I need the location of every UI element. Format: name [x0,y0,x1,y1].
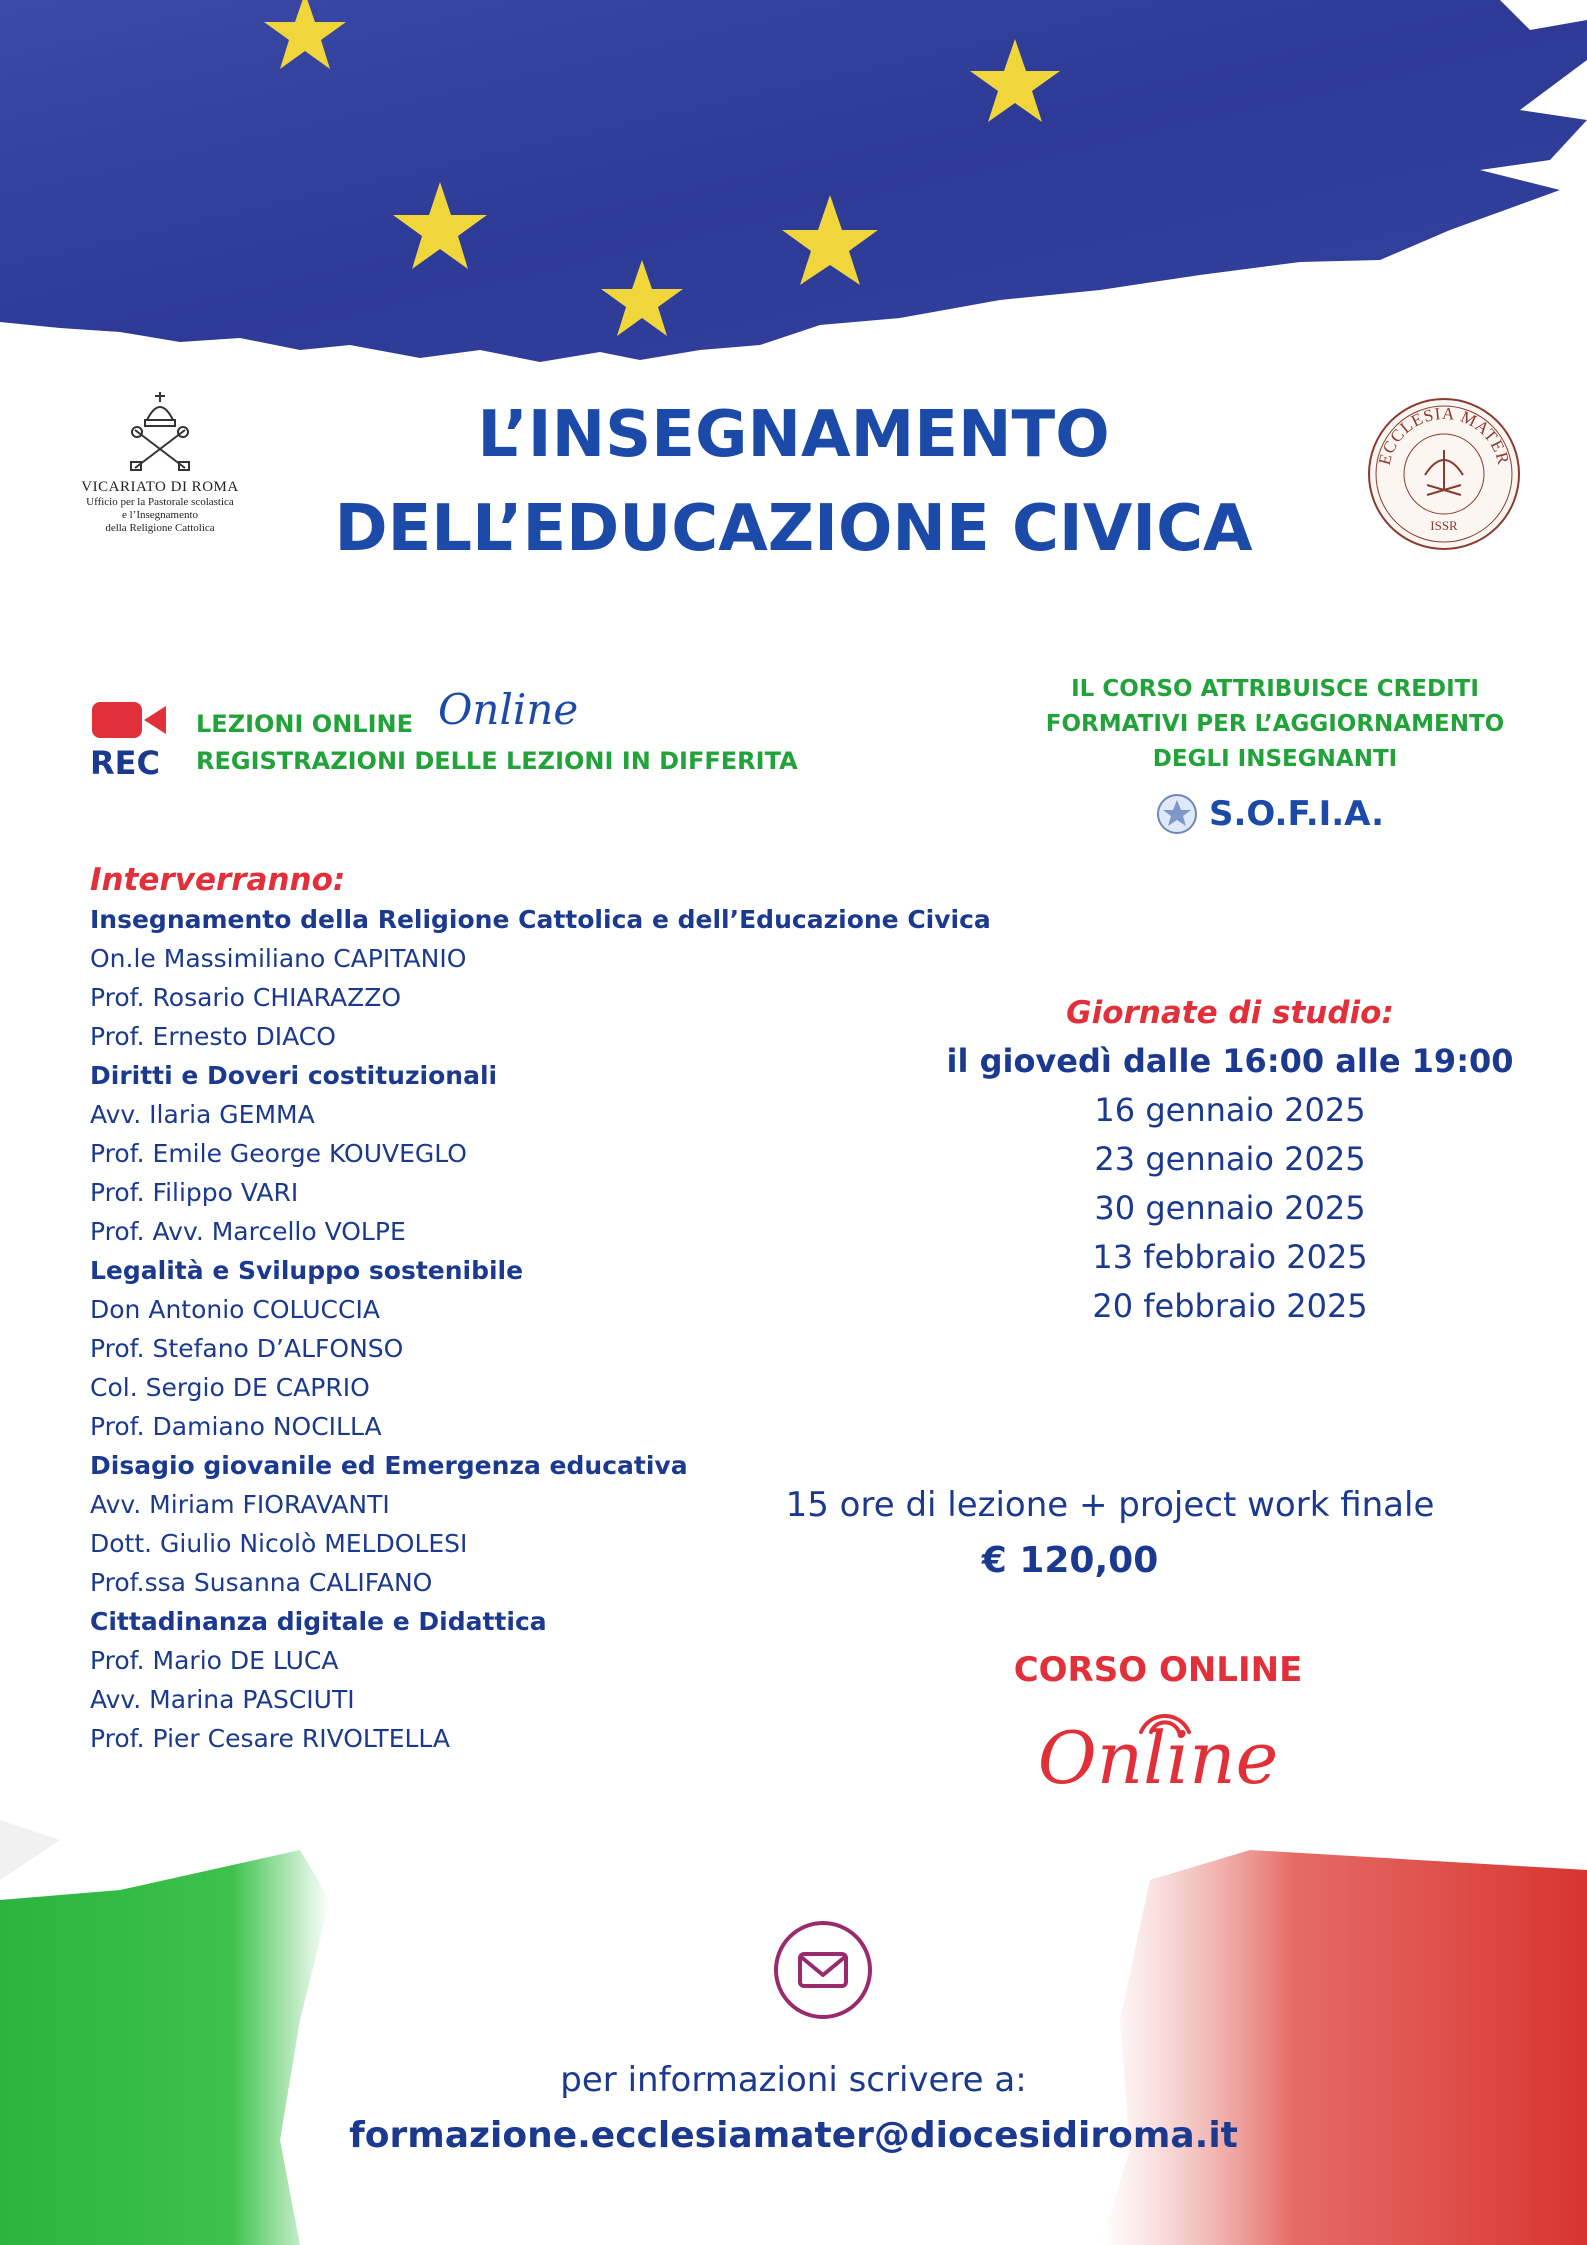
eu-flag-banner [0,0,1587,380]
speaker-name: Prof. Ernesto DIACO [90,1022,336,1051]
speaker-name: Avv. Ilaria GEMMA [90,1100,315,1129]
schedule-time: il giovedì dalle 16:00 alle 19:00 [946,1042,1514,1080]
schedule-date: 23 gennaio 2025 [1094,1140,1366,1178]
speaker-name: Don Antonio COLUCCIA [90,1295,380,1324]
course-hours: 15 ore di lezione + project work finale [785,1485,1435,1525]
credits-line3: DEGLI INSEGNANTI [1152,746,1398,772]
vicariato-office-line2: e l’Insegnamento [121,509,199,521]
speaker-name: On.le Massimiliano CAPITANIO [90,944,467,973]
speaker-name: Prof. Stefano D’ALFONSO [90,1334,404,1363]
speaker-name: Prof. Mario DE LUCA [90,1646,339,1675]
vicariato-office-line1: Ufficio per la Pastorale scolastica [86,496,234,508]
speaker-name: Prof. Damiano NOCILLA [90,1412,382,1441]
schedule-date: 13 febbraio 2025 [1092,1238,1368,1276]
italy-flag-banner [0,1820,1587,2245]
sofia-badge [1155,790,1384,838]
ecclesia-issr-text: ISSR [1430,518,1458,533]
schedule-heading: Giornate di studio: [1066,995,1394,1031]
page-title-line1: L’INSEGNAMENTO [477,398,1110,472]
speaker-name: Prof. Rosario CHIARAZZO [90,983,402,1012]
speaker-name: Prof. Filippo VARI [90,1178,299,1207]
schedule-block [930,990,1530,1331]
lessons-recordings-text: REGISTRAZIONI DELLE LEZIONI IN DIFFERITA [196,747,798,775]
speaker-name: Col. Sergio DE CAPRIO [90,1373,370,1402]
sofia-label: S.O.F.I.A. [1209,794,1385,834]
speakers-list [90,860,990,1758]
speaker-name: Prof. Emile George KOUVEGLO [90,1139,467,1168]
section-title: Legalità e Sviluppo sostenibile [90,1256,524,1285]
section-title: Diritti e Doveri costituzionali [90,1061,498,1090]
speaker-name: Prof. Pier Cesare RIVOLTELLA [90,1724,451,1753]
lessons-online-text: LEZIONI ONLINE [196,710,413,738]
credits-line2: FORMATIVI PER L’AGGIORNAMENTO [1045,711,1505,737]
contact-line: per informazioni scrivere a: [560,2060,1027,2100]
schedule-date: 20 febbraio 2025 [1092,1287,1368,1325]
corso-online-label: CORSO ONLINE [1013,1650,1303,1690]
course-price: € 120,00 [981,1540,1159,1581]
section-title: Cittadinanza digitale e Didattica [90,1607,547,1636]
page-title-line2: DELL’EDUCAZIONE CIVICA [334,492,1253,566]
rec-badge [90,700,170,781]
italy-emblem-icon [1155,792,1199,836]
schedule-date: 16 gennaio 2025 [1094,1091,1366,1129]
speaker-name: Dott. Giulio Nicolò MELDOLESI [90,1529,468,1558]
vicariato-office-line3: della Religione Cattolica [105,522,215,534]
contact-email[interactable]: formazione.ecclesiamater@diocesidiroma.it [349,2115,1238,2156]
credits-line1: IL CORSO ATTRIBUISCE CREDITI [1071,676,1479,702]
speaker-name: Avv. Miriam FIORAVANTI [90,1490,390,1519]
schedule-date: 30 gennaio 2025 [1094,1189,1366,1227]
ecclesia-ring-text: ECCLESIA MATER [1374,403,1514,467]
online-script-blue: Online [438,685,579,734]
speakers-heading: Interverranno: [90,862,346,898]
speaker-name: Prof.ssa Susanna CALIFANO [90,1568,433,1597]
vicariato-name: VICARIATO DI ROMA [81,479,239,495]
speaker-name: Prof. Avv. Marcello VOLPE [90,1217,406,1246]
speaker-name: Avv. Marina PASCIUTI [90,1685,355,1714]
online-script-red: Online [1037,1716,1279,1800]
section-title: Insegnamento della Religione Cattolica e dell’Educazione Civica [90,905,991,934]
credits-block [1000,672,1550,777]
section-title: Disagio giovanile ed Emergenza educativa [90,1451,688,1480]
rec-label: REC [90,744,160,782]
video-camera-icon [90,700,170,740]
